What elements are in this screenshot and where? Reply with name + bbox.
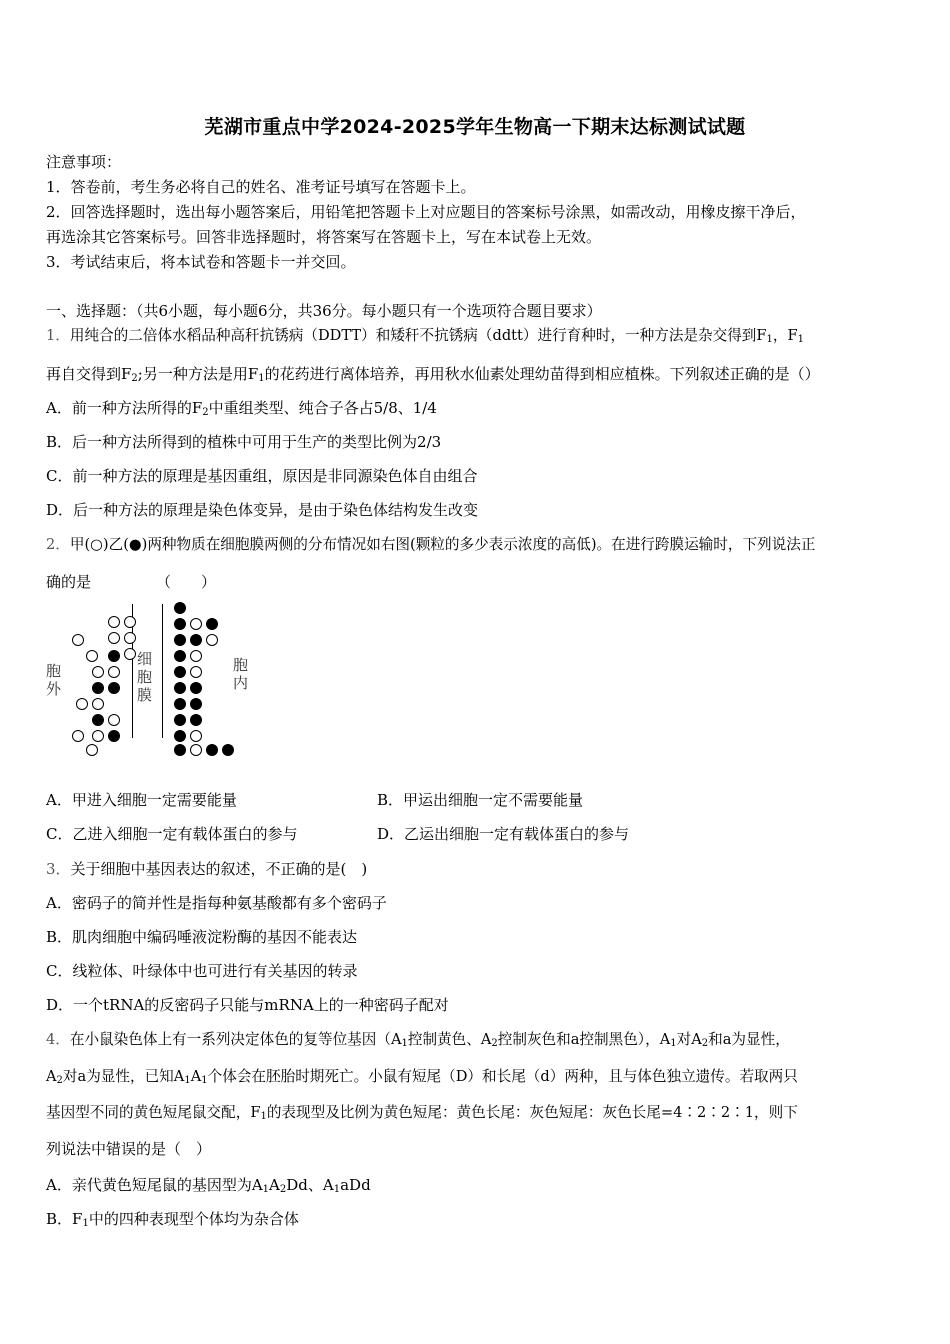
q1-text: ，F — [772, 327, 798, 344]
q2-text: 甲(○)乙(●)两种物质在细胞膜两侧的分布情况如右图(颗粒的多少表示浓度的高低)。在进行跨膜运输时，下列说法正 — [69, 536, 816, 553]
q1-text: 中重组类型、纯合子各占5/8、1/4 — [208, 399, 437, 417]
open-particle-icon — [190, 618, 202, 630]
q4-text: 在小鼠染色体上有一系列决定体色的复等位基因（A — [69, 1031, 402, 1048]
subscript: 2 — [491, 1038, 498, 1049]
subscript: 1 — [401, 1038, 408, 1049]
filled-particle-icon — [174, 650, 186, 662]
q2-number: 2． — [46, 536, 70, 553]
q3-option-c: C．线粒体、叶绿体中也可进行有关基因的转录 — [46, 962, 358, 980]
open-particle-icon — [108, 714, 120, 726]
q4-text: 个体会在胚胎时期死亡。小鼠有短尾（D）和长尾（d）两种，且与体色独立遗传。若取两只 — [207, 1068, 798, 1085]
filled-particle-icon — [174, 634, 186, 646]
q4-number: 4． — [46, 1031, 70, 1048]
q3-number: 3． — [46, 860, 71, 878]
q4-option-b — [46, 1209, 299, 1229]
q4-text: A．亲代黄色短尾鼠的基因型为A — [46, 1176, 263, 1194]
label-membrane: 细胞膜 — [137, 650, 153, 704]
open-particle-icon — [124, 632, 136, 644]
membrane-line-right — [162, 604, 163, 738]
subscript: 1 — [184, 1075, 191, 1086]
open-particle-icon — [108, 666, 120, 678]
filled-particle-icon — [174, 744, 186, 756]
q4-stem-line3 — [46, 1103, 798, 1123]
open-particle-icon — [124, 616, 136, 628]
subscript: 2 — [202, 407, 209, 418]
open-particle-icon — [72, 634, 84, 646]
q1-text: A．前一种方法所得的F — [46, 399, 203, 417]
subscript: 1 — [766, 334, 773, 345]
q4-text: 的表现型及比例为黄色短尾：黄色长尾：灰色短尾：灰色长尾=4∶2∶2∶1，则下 — [266, 1104, 798, 1121]
q4-text: aDd — [340, 1176, 371, 1194]
q4-text: 对A — [676, 1031, 702, 1048]
open-particle-icon — [92, 698, 104, 710]
q1-number: 1． — [46, 327, 70, 344]
subscript: 1 — [258, 373, 265, 384]
answer-bracket: （ ） — [156, 573, 217, 591]
section-heading: 一、选择题：（共6小题，每小题6分，共36分。每小题只有一个选项符合题目要求） — [46, 302, 602, 320]
q2-stem-line1 — [46, 535, 815, 555]
q1-option-d: D．后一种方法的原理是染色体变异，是由于染色体结构发生改变 — [46, 501, 479, 519]
q1-text: 再自交得到F — [46, 365, 132, 383]
open-particle-icon — [86, 744, 98, 756]
subscript: 1 — [670, 1038, 677, 1049]
q1-option-a — [46, 398, 437, 418]
open-particle-icon — [108, 632, 120, 644]
filled-particle-icon — [92, 682, 104, 694]
q1-stem-line2 — [46, 364, 820, 384]
open-particle-icon — [108, 616, 120, 628]
q4-text: 控制灰色和a控制黑色），A — [497, 1031, 671, 1048]
q1-text: 用纯合的二倍体水稻品种高秆抗锈病（DDTT）和矮秆不抗锈病（ddtt）进行育种时，一种方法是杂交得到F — [69, 327, 767, 344]
label-outside: 胞外 — [46, 662, 62, 698]
filled-particle-icon — [190, 682, 202, 694]
q4-text: Dd、A — [286, 1176, 334, 1194]
filled-particle-icon — [206, 618, 218, 630]
notice-item: 3．考试结束后，将本试卷和答题卡一并交回。 — [46, 253, 356, 271]
open-particle-icon — [190, 744, 202, 756]
q3-stem — [46, 859, 367, 879]
notice-item: 再选涂其它答案标号。回答非选择题时，将答案写在答题卡上，写在本试卷上无效。 — [46, 228, 602, 246]
subscript: 2 — [279, 1184, 287, 1195]
q2-stem-line2 — [46, 572, 91, 592]
q3-option-a: A．密码子的简并性是指每种氨基酸都有多个密码子 — [46, 894, 387, 912]
q2-text: 确的是 — [46, 573, 92, 591]
subscript: 1 — [260, 1111, 267, 1122]
filled-particle-icon — [222, 744, 234, 756]
filled-particle-icon — [190, 634, 202, 646]
filled-particle-icon — [92, 714, 104, 726]
q1-stem-line1 — [46, 326, 804, 346]
q4-text: B．F — [46, 1210, 83, 1228]
filled-particle-icon — [174, 714, 186, 726]
q4-text: A — [269, 1176, 280, 1194]
filled-particle-icon — [206, 744, 218, 756]
q4-text: 对a为显性，已知A — [62, 1068, 185, 1085]
open-particle-icon — [124, 648, 136, 660]
label-inside: 胞内 — [233, 656, 249, 692]
q4-stem-line1 — [46, 1030, 790, 1050]
q1-text: ;另一种方法是用F — [137, 365, 259, 383]
subscript: 2 — [701, 1038, 709, 1049]
q4-stem-line4: 列说法中错误的是（ ） — [46, 1140, 212, 1158]
open-particle-icon — [190, 650, 202, 662]
membrane-diagram — [44, 598, 254, 758]
filled-particle-icon — [108, 730, 120, 742]
q4-text: A — [190, 1068, 202, 1085]
q2-option-a: A．甲进入细胞一定需要能量 — [46, 791, 237, 809]
subscript: 1 — [262, 1184, 270, 1195]
q1-option-c: C．前一种方法的原理是基因重组，原因是非同源染色体自由组合 — [46, 467, 478, 485]
open-particle-icon — [206, 634, 218, 646]
subscript: 1 — [797, 334, 804, 345]
q4-option-a — [46, 1175, 371, 1195]
filled-particle-icon — [190, 698, 202, 710]
open-particle-icon — [92, 666, 104, 678]
page-title: 芜湖市重点中学2024-2025学年生物高一下期末达标测试试题 — [204, 116, 746, 138]
q4-text: 基因型不同的黄色短尾鼠交配，F — [46, 1104, 261, 1121]
subscript: 2 — [56, 1075, 63, 1086]
q4-stem-line2 — [46, 1067, 798, 1087]
q1-option-b: B．后一种方法所得到的植株中可用于生产的类型比例为2/3 — [46, 433, 442, 451]
q4-text: 中的四种表现型个体均为杂合体 — [88, 1210, 299, 1228]
open-particle-icon — [190, 730, 202, 742]
notice-item: 1．答卷前，考生务必将自己的姓名、准考证号填写在答题卡上。 — [46, 178, 476, 196]
open-particle-icon — [92, 730, 104, 742]
filled-particle-icon — [190, 714, 202, 726]
q2-option-c: C．乙进入细胞一定有载体蛋白的参与 — [46, 825, 298, 843]
q3-text: 关于细胞中基因表达的叙述，不正确的是( ) — [70, 860, 368, 878]
filled-particle-icon — [174, 666, 186, 678]
q4-text: 控制黄色、A — [407, 1031, 492, 1048]
notice-heading: 注意事项： — [46, 153, 122, 171]
subscript: 1 — [82, 1218, 89, 1229]
notice-item: 2．回答选择题时，选出每小题答案后，用铅笔把答题卡上对应题目的答案标号涂黑，如需改动，用橡皮擦干净后， — [46, 203, 806, 221]
open-particle-icon — [76, 698, 88, 710]
open-particle-icon — [72, 730, 84, 742]
q3-option-b: B．肌肉细胞中编码唾液淀粉酶的基因不能表达 — [46, 928, 358, 946]
filled-particle-icon — [174, 602, 186, 614]
open-particle-icon — [86, 650, 98, 662]
open-particle-icon — [190, 666, 202, 678]
filled-particle-icon — [108, 650, 120, 662]
filled-particle-icon — [174, 730, 186, 742]
filled-particle-icon — [174, 682, 186, 694]
filled-particle-icon — [174, 618, 186, 630]
subscript: 1 — [333, 1184, 341, 1195]
subscript: 1 — [201, 1075, 208, 1086]
q1-text: 的花药进行离体培养，再用秋水仙素处理幼苗得到相应植株。下列叙述正确的是（） — [264, 365, 820, 383]
filled-particle-icon — [174, 698, 186, 710]
subscript: 2 — [131, 373, 138, 384]
q2-option-b: B．甲运出细胞一定不需要能量 — [377, 791, 584, 809]
q4-text: 和a为显性， — [708, 1031, 790, 1048]
filled-particle-icon — [108, 682, 120, 694]
q4-text: A — [46, 1068, 57, 1085]
q2-option-d: D．乙运出细胞一定有载体蛋白的参与 — [377, 825, 630, 843]
q3-option-d: D．一个tRNA的反密码子只能与mRNA上的一种密码子配对 — [46, 996, 449, 1014]
